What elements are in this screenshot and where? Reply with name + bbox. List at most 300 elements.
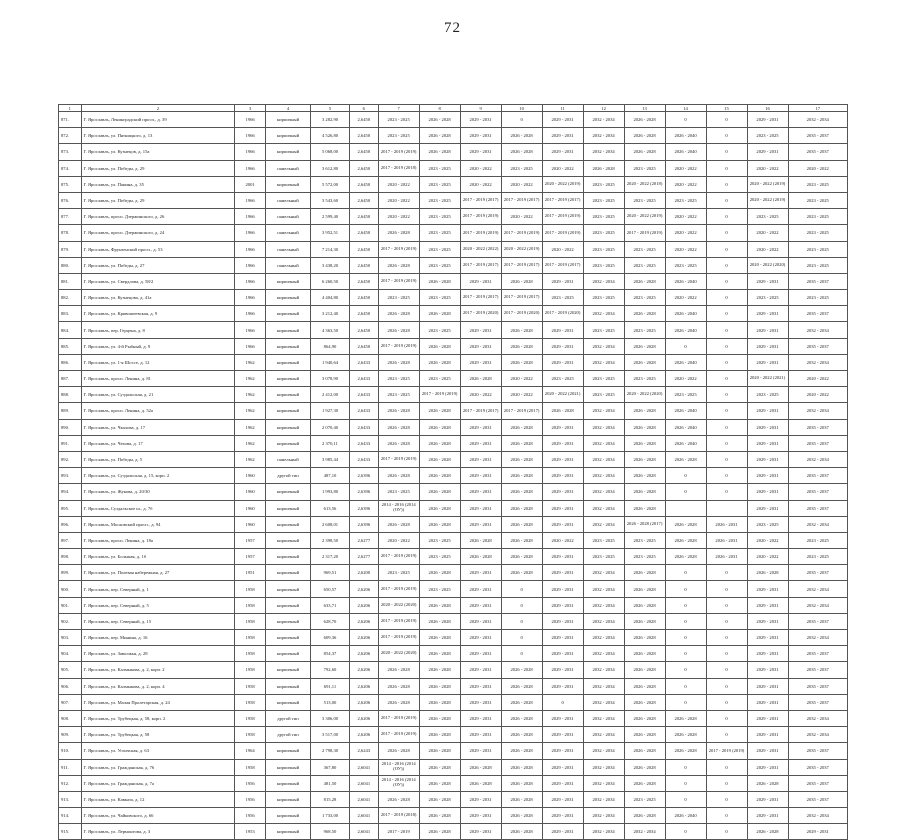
cell-period-col-17: 2032 - 2034 <box>788 354 848 370</box>
column-header-11: 11 <box>542 105 583 112</box>
cell-wall-material: другой тип <box>265 710 310 726</box>
cell-period-col-13: 2020 - 2022 (2018) <box>624 176 665 192</box>
cell-period-col-11: 2029 - 2031 <box>542 727 583 743</box>
cell-period-col-10: 2026 - 2028 <box>501 435 542 451</box>
cell-row-number: 900. <box>59 581 82 597</box>
cell-period-col-11: 2023 - 2025 <box>542 371 583 387</box>
cell-row-number: 895. <box>59 500 82 516</box>
cell-period-col-13: 2023 - 2025 <box>624 532 665 548</box>
cell-period-col-13: 2026 - 2028 <box>624 112 665 128</box>
cell-period-col-13: 2026 - 2028 <box>624 435 665 451</box>
cell-period-col-10: 2017 - 2019 (2017) <box>501 403 542 419</box>
cell-coefficient: 2,6450 <box>349 225 378 241</box>
cell-total-area: 633,71 <box>311 597 350 613</box>
cell-period-col-16: 2029 - 2031 <box>747 759 788 775</box>
cell-coefficient: 2,6450 <box>349 209 378 225</box>
cell-period-col-7: 2026 - 2028 <box>378 435 419 451</box>
cell-period-col-8: 2026 - 2028 <box>419 338 460 354</box>
cell-period-col-14: 2026 - 2040 <box>665 419 706 435</box>
cell-wall-material: кирпичный <box>265 565 310 581</box>
cell-period-col-8: 2023 - 2025 <box>419 176 460 192</box>
cell-row-number: 896. <box>59 516 82 532</box>
cell-total-area: 3 612,80 <box>311 160 350 176</box>
register-table <box>58 104 848 840</box>
cell-period-col-10: 2026 - 2028 <box>501 743 542 759</box>
cell-period-col-12: 2032 - 2034 <box>583 727 624 743</box>
cell-period-col-16: 2029 - 2031 <box>747 338 788 354</box>
cell-coefficient: 2,6433 <box>349 354 378 370</box>
cell-period-col-17: 2023 - 2025 <box>788 549 848 565</box>
cell-row-number: 897. <box>59 532 82 548</box>
cell-period-col-14: 0 <box>665 338 706 354</box>
cell-period-col-11: 2029 - 2031 <box>542 451 583 467</box>
cell-period-col-14: 2026 - 2040 <box>665 128 706 144</box>
cell-period-col-17: 2032 - 2034 <box>788 581 848 597</box>
cell-coefficient: 2,6041 <box>349 824 378 840</box>
cell-row-number: 881. <box>59 273 82 289</box>
cell-period-col-15: 0 <box>706 630 747 646</box>
cell-period-col-17: 2035 - 2037 <box>788 338 848 354</box>
column-header-17: 17 <box>788 105 848 112</box>
cell-coefficient: 2,6206 <box>349 613 378 629</box>
cell-wall-material: кирпичный <box>265 338 310 354</box>
cell-wall-material: кирпичный <box>265 128 310 144</box>
cell-period-col-14: 2020 - 2022 <box>665 371 706 387</box>
cell-period-col-12: 2032 - 2034 <box>583 694 624 710</box>
cell-period-col-12: 2032 - 2034 <box>583 662 624 678</box>
table-row <box>59 176 848 192</box>
cell-period-col-15: 0 <box>706 468 747 484</box>
cell-period-col-8: 2026 - 2028 <box>419 759 460 775</box>
cell-period-col-9: 2029 - 2031 <box>460 128 501 144</box>
cell-year-built: 1966 <box>235 338 266 354</box>
cell-period-col-8: 2026 - 2028 <box>419 484 460 500</box>
cell-period-col-8: 2023 - 2025 <box>419 581 460 597</box>
cell-coefficient: 2,6206 <box>349 694 378 710</box>
cell-period-col-15: 0 <box>706 581 747 597</box>
cell-period-col-14: 2023 - 2025 <box>665 387 706 403</box>
cell-period-col-12: 2032 - 2034 <box>583 273 624 289</box>
cell-row-number: 906. <box>59 678 82 694</box>
cell-period-col-16: 2029 - 2031 <box>747 306 788 322</box>
cell-period-col-7: 2017 - 2019 (2019) <box>378 144 419 160</box>
cell-period-col-15: 0 <box>706 678 747 694</box>
cell-period-col-15 <box>706 500 747 516</box>
cell-wall-material: кирпичный <box>265 646 310 662</box>
table-row <box>59 484 848 500</box>
cell-period-col-10: 2026 - 2028 <box>501 662 542 678</box>
cell-period-col-14: 0 <box>665 775 706 791</box>
cell-period-col-9: 2017 - 2019 (2019) <box>460 225 501 241</box>
cell-period-col-8: 2026 - 2028 <box>419 646 460 662</box>
cell-total-area: 1 993,80 <box>311 484 350 500</box>
cell-coefficient: 2,6277 <box>349 532 378 548</box>
cell-period-col-17: 2020 - 2022 <box>788 160 848 176</box>
cell-address: Г. Ярославль, просп. Дзержинского, д. 24 <box>81 225 235 241</box>
cell-period-col-11: 2029 - 2031 <box>542 419 583 435</box>
cell-period-col-12: 2032 - 2034 <box>583 338 624 354</box>
cell-period-col-13: 2032 - 2034 <box>624 824 665 840</box>
cell-year-built: 1958 <box>235 662 266 678</box>
cell-total-area: 3 543,60 <box>311 192 350 208</box>
cell-period-col-17: 2035 - 2037 <box>788 662 848 678</box>
cell-wall-material: кирпичный <box>265 403 310 419</box>
cell-period-col-16: 2026 - 2028 <box>747 824 788 840</box>
cell-period-col-11: 2020 - 2022 (2019) <box>542 176 583 192</box>
cell-wall-material: кирпичный <box>265 808 310 824</box>
cell-period-col-13: 2023 - 2025 <box>624 192 665 208</box>
cell-row-number: 898. <box>59 549 82 565</box>
cell-total-area: 6 260,50 <box>311 273 350 289</box>
cell-period-col-13: 2023 - 2025 <box>624 257 665 273</box>
cell-period-col-15: 2017 - 2019 (2019) <box>706 743 747 759</box>
cell-year-built: 1962 <box>235 419 266 435</box>
column-header-16: 16 <box>747 105 788 112</box>
cell-period-col-14: 2023 - 2025 <box>665 192 706 208</box>
cell-period-col-12: 2032 - 2034 <box>583 646 624 662</box>
cell-period-col-15: 0 <box>706 824 747 840</box>
cell-period-col-13: 2026 - 2028 <box>624 727 665 743</box>
cell-address: Г. Ярославль, Фрунзенский просп., д. 53 <box>81 241 235 257</box>
cell-period-col-9: 2026 - 2028 <box>460 549 501 565</box>
cell-period-col-16: 2029 - 2031 <box>747 581 788 597</box>
cell-period-col-12: 2023 - 2025 <box>583 209 624 225</box>
cell-row-number: 873. <box>59 144 82 160</box>
cell-period-col-14: 0 <box>665 630 706 646</box>
cell-period-col-11: 2029 - 2031 <box>542 743 583 759</box>
cell-period-col-10: 2026 - 2028 <box>501 468 542 484</box>
cell-total-area: 487,10 <box>311 468 350 484</box>
cell-period-col-7: 2020 - 2022 <box>378 532 419 548</box>
cell-period-col-9: 2017 - 2019 (2020) <box>460 306 501 322</box>
cell-period-col-11: 2029 - 2031 <box>542 710 583 726</box>
table-row <box>59 451 848 467</box>
cell-period-col-16: 2029 - 2031 <box>747 630 788 646</box>
cell-period-col-13: 2026 - 2028 <box>624 338 665 354</box>
cell-period-col-10: 2017 - 2019 (2017) <box>501 257 542 273</box>
cell-period-col-14: 2020 - 2022 <box>665 209 706 225</box>
cell-period-col-7: 2017 - 2019 (2019) <box>378 727 419 743</box>
cell-period-col-12: 2023 - 2025 <box>583 371 624 387</box>
cell-period-col-9: 2020 - 2022 <box>460 160 501 176</box>
cell-wall-material: кирпичный <box>265 176 310 192</box>
cell-period-col-9: 2029 - 2031 <box>460 710 501 726</box>
cell-address: Г. Ярославль, просп. Дзержинского, д. 26 <box>81 209 235 225</box>
cell-row-number: 886. <box>59 354 82 370</box>
cell-period-col-16: 2026 - 2028 <box>747 565 788 581</box>
cell-period-col-8: 2023 - 2025 <box>419 290 460 306</box>
cell-year-built: 1960 <box>235 468 266 484</box>
cell-period-col-8: 2026 - 2028 <box>419 128 460 144</box>
cell-period-col-13: 2026 - 2028 <box>624 403 665 419</box>
cell-period-col-15: 0 <box>706 727 747 743</box>
cell-period-col-7: 2023 - 2025 <box>378 565 419 581</box>
cell-period-col-12: 2023 - 2025 <box>583 290 624 306</box>
cell-wall-material: кирпичный <box>265 112 310 128</box>
cell-period-col-9: 2029 - 2031 <box>460 484 501 500</box>
cell-period-col-17: 2020 - 2022 <box>788 371 848 387</box>
cell-period-col-8: 2026 - 2028 <box>419 710 460 726</box>
cell-year-built: 1960 <box>235 516 266 532</box>
cell-period-col-17: 2032 - 2034 <box>788 808 848 824</box>
cell-period-col-17: 2035 - 2037 <box>788 435 848 451</box>
cell-period-col-15: 0 <box>706 646 747 662</box>
table-row <box>59 387 848 403</box>
cell-period-col-13: 2026 - 2028 <box>624 565 665 581</box>
cell-period-col-9: 2029 - 2031 <box>460 646 501 662</box>
cell-row-number: 904. <box>59 646 82 662</box>
cell-period-col-7: 2026 - 2028 <box>378 516 419 532</box>
cell-period-col-8: 2026 - 2028 <box>419 678 460 694</box>
cell-year-built: 1958 <box>235 694 266 710</box>
cell-row-number: 884. <box>59 322 82 338</box>
cell-period-col-16: 2029 - 2031 <box>747 322 788 338</box>
cell-period-col-13: 2026 - 2028 <box>624 743 665 759</box>
cell-period-col-12: 2032 - 2034 <box>583 403 624 419</box>
cell-period-col-16: 2020 - 2022 <box>747 532 788 548</box>
cell-period-col-16: 2029 - 2031 <box>747 694 788 710</box>
cell-period-col-12: 2032 - 2034 <box>583 630 624 646</box>
cell-period-col-9: 2029 - 2031 <box>460 354 501 370</box>
cell-period-col-8: 2026 - 2028 <box>419 500 460 516</box>
cell-period-col-9: 2029 - 2031 <box>460 435 501 451</box>
cell-period-col-13: 2023 - 2025 <box>624 791 665 807</box>
cell-period-col-13: 2026 - 2028 <box>624 273 665 289</box>
cell-period-col-12: 2032 - 2034 <box>583 678 624 694</box>
cell-period-col-14: 2020 - 2022 <box>665 241 706 257</box>
cell-coefficient: 2,6450 <box>349 290 378 306</box>
cell-year-built: 1966 <box>235 257 266 273</box>
cell-row-number: 893. <box>59 468 82 484</box>
cell-address: Г. Ярославль, ул. Свердлова, д. 58/2 <box>81 273 235 289</box>
cell-period-col-15: 0 <box>706 387 747 403</box>
cell-period-col-8: 2023 - 2025 <box>419 322 460 338</box>
cell-period-col-16: 2020 - 2022 (2021) <box>747 371 788 387</box>
table-row <box>59 759 848 775</box>
cell-period-col-11: 2029 - 2031 <box>542 273 583 289</box>
table-row <box>59 403 848 419</box>
cell-period-col-11: 2029 - 2031 <box>542 338 583 354</box>
column-header-14: 14 <box>665 105 706 112</box>
cell-period-col-12: 2032 - 2034 <box>583 484 624 500</box>
cell-row-number: 882. <box>59 290 82 306</box>
cell-row-number: 894. <box>59 484 82 500</box>
cell-period-col-8: 2023 - 2025 <box>419 209 460 225</box>
cell-row-number: 892. <box>59 451 82 467</box>
cell-period-col-14: 2026 - 2028 <box>665 516 706 532</box>
cell-row-number: 883. <box>59 306 82 322</box>
cell-period-col-14: 0 <box>665 791 706 807</box>
cell-period-col-15: 0 <box>706 403 747 419</box>
cell-wall-material: другой тип <box>265 468 310 484</box>
cell-period-col-7: 2023 - 2025 <box>378 112 419 128</box>
cell-row-number: 914. <box>59 808 82 824</box>
cell-period-col-9: 2017 - 2019 (2019) <box>460 209 501 225</box>
cell-period-col-16: 2029 - 2031 <box>747 354 788 370</box>
cell-year-built: 1964 <box>235 743 266 759</box>
cell-period-col-11: 2029 - 2031 <box>542 468 583 484</box>
cell-period-col-14: 2026 - 2040 <box>665 403 706 419</box>
cell-address: Г. Ярославль, ул. Суздальская, д. 15, корп. 2 <box>81 468 235 484</box>
cell-period-col-10: 2026 - 2028 <box>501 678 542 694</box>
cell-period-col-9: 2026 - 2028 <box>460 775 501 791</box>
cell-period-col-14: 0 <box>665 484 706 500</box>
cell-address: Г. Ярославль, просп. Ленина, д. 81 <box>81 371 235 387</box>
cell-year-built: 1962 <box>235 451 266 467</box>
cell-year-built: 1966 <box>235 322 266 338</box>
cell-period-col-17: 2035 - 2037 <box>788 613 848 629</box>
cell-address: Г. Ярославль, ул. Кузнецов, д. 15а <box>81 144 235 160</box>
cell-period-col-9: 2029 - 2031 <box>460 144 501 160</box>
cell-period-col-16: 2023 - 2025 <box>747 290 788 306</box>
column-header-12: 12 <box>583 105 624 112</box>
cell-period-col-15: 0 <box>706 128 747 144</box>
cell-period-col-13: 2026 - 2028 <box>624 808 665 824</box>
cell-coefficient: 2,6450 <box>349 338 378 354</box>
cell-period-col-10: 2026 - 2028 <box>501 419 542 435</box>
cell-period-col-12: 2032 - 2034 <box>583 710 624 726</box>
cell-period-col-15: 0 <box>706 451 747 467</box>
cell-year-built: 1958 <box>235 597 266 613</box>
cell-period-col-17: 2032 - 2034 <box>788 112 848 128</box>
cell-address: Г. Ярославль, ул. 1-я Шоссе, д. 12 <box>81 354 235 370</box>
cell-period-col-8: 2023 - 2025 <box>419 241 460 257</box>
cell-year-built: 1956 <box>235 775 266 791</box>
table-row <box>59 160 848 176</box>
cell-period-col-8: 2026 - 2028 <box>419 808 460 824</box>
cell-total-area: 3 517,00 <box>311 727 350 743</box>
cell-period-col-10: 2026 - 2028 <box>501 565 542 581</box>
cell-year-built: 1958 <box>235 613 266 629</box>
cell-period-col-12: 2023 - 2025 <box>583 387 624 403</box>
cell-period-col-12: 2023 - 2025 <box>583 549 624 565</box>
cell-period-col-9: 2017 - 2019 (2017) <box>460 257 501 273</box>
cell-address: Г. Ярославль, ул. Пятницкого, д. 13 <box>81 128 235 144</box>
cell-coefficient: 2,6243 <box>349 743 378 759</box>
cell-period-col-15: 0 <box>706 484 747 500</box>
cell-period-col-11: 2029 - 2031 <box>542 646 583 662</box>
cell-period-col-14: 2026 - 2040 <box>665 435 706 451</box>
table-row <box>59 354 848 370</box>
cell-period-col-16: 2020 - 2022 <box>747 160 788 176</box>
cell-total-area: 4 526,80 <box>311 128 350 144</box>
cell-period-col-8: 2026 - 2028 <box>419 403 460 419</box>
cell-coefficient: 2,6206 <box>349 662 378 678</box>
cell-period-col-14: 0 <box>665 646 706 662</box>
cell-wall-material: панельный <box>265 241 310 257</box>
cell-period-col-9: 2029 - 2031 <box>460 500 501 516</box>
cell-period-col-7: 2026 - 2028 <box>378 662 419 678</box>
cell-period-col-15: 2026 - 2031 <box>706 549 747 565</box>
cell-period-col-9: 2029 - 2031 <box>460 468 501 484</box>
cell-wall-material: кирпичный <box>265 354 310 370</box>
cell-period-col-11: 2029 - 2031 <box>542 630 583 646</box>
cell-period-col-10: 2026 - 2028 <box>501 128 542 144</box>
cell-coefficient: 2,6206 <box>349 646 378 662</box>
cell-period-col-17: 2032 - 2034 <box>788 516 848 532</box>
cell-period-col-14: 2026 - 2028 <box>665 727 706 743</box>
cell-period-col-13: 2026 - 2028 <box>624 613 665 629</box>
cell-year-built: 1966 <box>235 290 266 306</box>
cell-period-col-16: 2020 - 2022 (2020) <box>747 257 788 273</box>
cell-period-col-10: 2026 - 2028 <box>501 549 542 565</box>
table-row <box>59 128 848 144</box>
cell-period-col-10: 2026 - 2028 <box>501 451 542 467</box>
cell-year-built: 1958 <box>235 646 266 662</box>
cell-period-col-16: 2029 - 2031 <box>747 727 788 743</box>
table-header <box>59 105 848 112</box>
table-row <box>59 549 848 565</box>
cell-period-col-12: 2032 - 2034 <box>583 354 624 370</box>
cell-period-col-15: 0 <box>706 565 747 581</box>
cell-period-col-17: 2035 - 2037 <box>788 468 848 484</box>
cell-period-col-15: 0 <box>706 354 747 370</box>
cell-total-area: 3 078,90 <box>311 371 350 387</box>
cell-period-col-17: 2023 - 2025 <box>788 225 848 241</box>
cell-period-col-7: 2020 - 2022 (2020) <box>378 597 419 613</box>
cell-period-col-12: 2023 - 2025 <box>583 532 624 548</box>
cell-period-col-9: 2020 - 2022 <box>460 387 501 403</box>
cell-period-col-11: 2023 - 2025 <box>542 290 583 306</box>
cell-period-col-11: 2017 - 2019 (2017) <box>542 257 583 273</box>
cell-wall-material: панельный <box>265 451 310 467</box>
cell-address: Г. Ярославль, ул. Малая Пролетарская, д. 24 <box>81 694 235 710</box>
cell-period-col-17: 2020 - 2022 <box>788 387 848 403</box>
cell-period-col-17: 2035 - 2037 <box>788 646 848 662</box>
cell-period-col-13: 2026 - 2028 <box>624 597 665 613</box>
cell-period-col-7: 2017 - 2019 (2019) <box>378 451 419 467</box>
cell-address: Г. Ярославль, ул. Полевая набережная, д. 27 <box>81 565 235 581</box>
cell-period-col-16: 2029 - 2031 <box>747 112 788 128</box>
cell-period-col-15: 0 <box>706 371 747 387</box>
cell-period-col-17: 2035 - 2037 <box>788 419 848 435</box>
cell-coefficient: 2,6200 <box>349 565 378 581</box>
cell-period-col-11: 2017 - 2019 (2020) <box>542 306 583 322</box>
cell-period-col-15: 0 <box>706 662 747 678</box>
cell-year-built: 1960 <box>235 500 266 516</box>
table-row <box>59 630 848 646</box>
cell-period-col-7: 2026 - 2028 <box>378 257 419 273</box>
cell-period-col-11: 2029 - 2031 <box>542 565 583 581</box>
cell-total-area: 1 940,64 <box>311 354 350 370</box>
cell-period-col-13: 2026 - 2028 <box>624 468 665 484</box>
cell-total-area: 7 214,30 <box>311 241 350 257</box>
cell-period-col-7: 2026 - 2028 <box>378 678 419 694</box>
cell-period-col-16: 2029 - 2031 <box>747 678 788 694</box>
cell-period-col-17: 2035 - 2037 <box>788 775 848 791</box>
cell-period-col-13: 2023 - 2025 <box>624 371 665 387</box>
cell-period-col-9: 2029 - 2031 <box>460 273 501 289</box>
cell-total-area: 628,70 <box>311 613 350 629</box>
cell-period-col-12: 2032 - 2034 <box>583 468 624 484</box>
cell-total-area: 5 572,00 <box>311 176 350 192</box>
table-row <box>59 791 848 807</box>
cell-period-col-14: 2026 - 2040 <box>665 273 706 289</box>
cell-total-area: 792,60 <box>311 662 350 678</box>
cell-period-col-15: 0 <box>706 759 747 775</box>
cell-row-number: 899. <box>59 565 82 581</box>
page-number: 72 <box>444 20 461 36</box>
cell-period-col-9: 2026 - 2028 <box>460 759 501 775</box>
cell-year-built: 1958 <box>235 759 266 775</box>
cell-period-col-7: 2014 - 2016 (2014 (ОУ)) <box>378 500 419 516</box>
cell-period-col-17: 2032 - 2034 <box>788 710 848 726</box>
column-header-15: 15 <box>706 105 747 112</box>
cell-year-built: 1958 <box>235 630 266 646</box>
cell-period-col-11: 2029 - 2031 <box>542 354 583 370</box>
cell-period-col-17: 2035 - 2037 <box>788 128 848 144</box>
cell-wall-material: панельный <box>265 209 310 225</box>
